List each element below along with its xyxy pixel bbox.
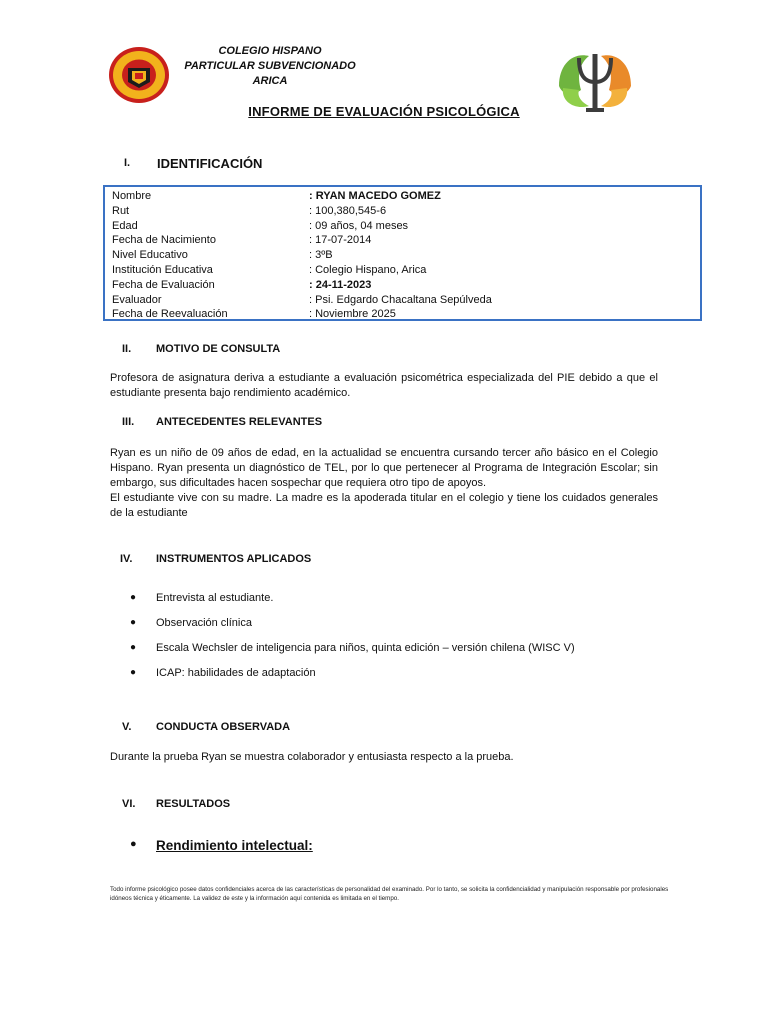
- id-label: Evaluador: [112, 293, 162, 306]
- id-label: Nivel Educativo: [112, 249, 188, 262]
- section-number: III.: [122, 416, 135, 428]
- report-title: INFORME DE EVALUACIÓN PSICOLÓGICA: [248, 104, 520, 119]
- id-label: Edad: [112, 219, 138, 232]
- section-heading-motivo: [122, 343, 522, 357]
- id-value: : 17-07-2014: [309, 234, 372, 247]
- id-row-rut: [112, 204, 696, 219]
- id-row-fecha-evaluacion: [112, 278, 696, 293]
- section-title: IDENTIFICACIÓN: [157, 156, 263, 171]
- list-item-text: Entrevista al estudiante.: [156, 592, 274, 604]
- school-seal-logo: [108, 46, 170, 104]
- school-name-line3: ARICA: [252, 75, 288, 87]
- section-number: VI.: [122, 798, 136, 810]
- id-row-fecha-reevaluacion: [112, 307, 696, 322]
- paragraph-text: Durante la prueba Ryan se muestra colaborador y entusiasta respecto a la prueba.: [110, 751, 514, 763]
- id-value: : 09 años, 04 meses: [309, 219, 409, 232]
- section-number: II.: [122, 343, 132, 355]
- school-name-block: [180, 44, 360, 89]
- paragraph-text: Profesora de asignatura deriva a estudiante a evaluación psicométrica especializada del PIE debido a que el estudiante presenta bajo rendimiento académico.: [110, 372, 658, 399]
- section-number: I.: [124, 157, 131, 169]
- section-title: MOTIVO DE CONSULTA: [156, 343, 281, 355]
- id-value: : 100,380,545-6: [309, 204, 387, 217]
- identification-table: [103, 185, 702, 321]
- id-row-institucion: [112, 263, 696, 278]
- id-label: Nombre: [112, 190, 152, 202]
- conducta-paragraph: [110, 750, 658, 765]
- id-value: : Colegio Hispano, Arica: [309, 264, 427, 276]
- instrumentos-list: [130, 592, 670, 682]
- bullet-icon: ●: [130, 667, 137, 678]
- paragraph-text: Ryan es un niño de 09 años de edad, en la actualidad se encuentra cursando tercer año básico en el Colegio Hispano. Ryan presenta un diagnóstico de TEL, por lo que pertenecer al Programa de Integración Escolar; sin embargo, sus dificultades hacen sospechar que requiera otro tipo de apoyos.: [110, 447, 658, 489]
- id-row-edad: [112, 219, 696, 234]
- id-value: : 3ºB: [309, 249, 333, 262]
- bullet-icon: ●: [130, 642, 137, 653]
- section-heading-resultados: [122, 798, 522, 812]
- school-name-line1: COLEGIO HISPANO: [218, 45, 322, 57]
- section-heading-identificacion: [124, 156, 424, 174]
- id-value: : RYAN MACEDO GOMEZ: [309, 190, 441, 202]
- id-value: : Noviembre 2025: [309, 308, 396, 321]
- id-label: Institución Educativa: [112, 264, 213, 276]
- list-item-text: ICAP: habilidades de adaptación: [156, 667, 316, 679]
- antecedentes-paragraph: [110, 446, 658, 521]
- id-label: Fecha de Reevaluación: [112, 308, 228, 321]
- id-label: Fecha de Nacimiento: [112, 234, 216, 247]
- school-name-line2: PARTICULAR SUBVENCIONADO: [184, 60, 356, 72]
- id-value: : Psi. Edgardo Chacaltana Sepúlveda: [309, 293, 492, 306]
- id-row-nivel-educativo: [112, 248, 696, 263]
- rendimiento-subheading: [130, 838, 430, 856]
- section-title: INSTRUMENTOS APLICADOS: [156, 553, 312, 565]
- id-label: Rut: [112, 204, 130, 217]
- confidentiality-footer: Todo informe psicológico posee datos confidenciales acerca de las características de personalidad del examinado. Por lo tanto, se solicita la confidencialidad y manipulación responsable por profesionales idóneos técnica y éticamente. La validez de este y la información aquí contenida es limitada en el tiempo.: [110, 886, 669, 902]
- bullet-icon: ●: [130, 838, 137, 850]
- id-label: Fecha de Evaluación: [112, 278, 215, 291]
- id-value: : 24-11-2023: [309, 278, 372, 291]
- section-number: V.: [122, 721, 132, 733]
- id-row-fecha-nacimiento: [112, 233, 696, 248]
- list-item-text: Observación clínica: [156, 617, 252, 629]
- subheading-text: Rendimiento intelectual:: [156, 838, 313, 853]
- section-heading-antecedentes: [122, 416, 522, 430]
- section-heading-instrumentos: [120, 553, 520, 567]
- section-title: ANTECEDENTES RELEVANTES: [156, 416, 323, 428]
- motivo-paragraph: [110, 371, 658, 401]
- id-row-nombre: [112, 189, 696, 204]
- bullet-icon: ●: [130, 592, 137, 603]
- section-number: IV.: [120, 553, 133, 565]
- list-item-text: Escala Wechsler de inteligencia para niños, quinta edición – versión chilena (WISC V): [156, 642, 575, 654]
- section-heading-conducta: [122, 721, 522, 735]
- paragraph-text: El estudiante vive con su madre. La madre es la apoderada titular en el colegio y tiene los cuidados generales de la estudiante: [110, 492, 658, 519]
- section-title: RESULTADOS: [156, 798, 231, 810]
- id-row-evaluador: [112, 293, 696, 308]
- bullet-icon: ●: [130, 617, 137, 628]
- section-title: CONDUCTA OBSERVADA: [156, 721, 291, 733]
